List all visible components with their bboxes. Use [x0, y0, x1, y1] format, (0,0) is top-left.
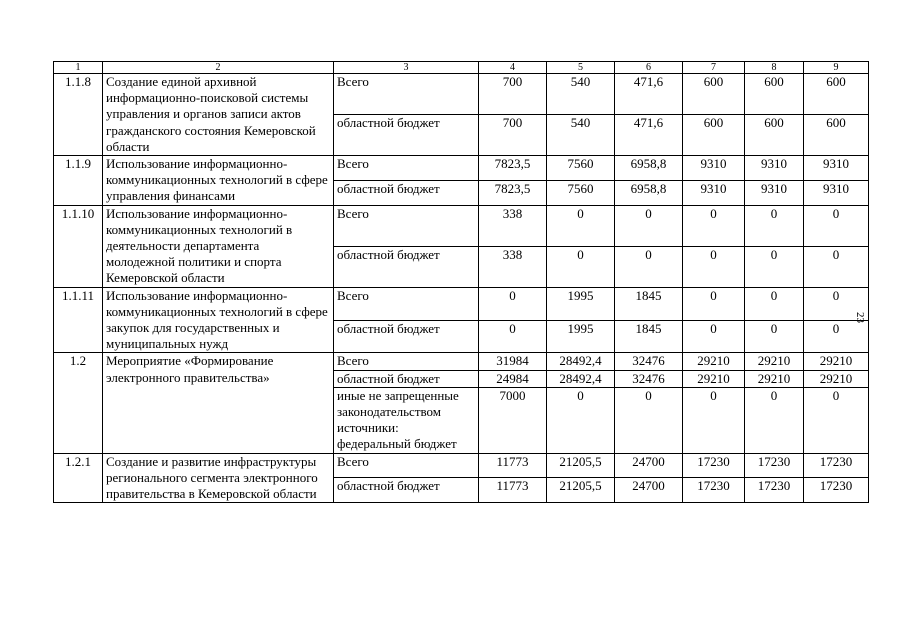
column-number-cell: 1: [54, 62, 103, 74]
amount-cell: 1995: [547, 320, 615, 353]
amount-cell: 11773: [479, 478, 547, 503]
amount-cell: 7823,5: [479, 180, 547, 205]
funding-source: Всего: [334, 287, 479, 320]
amount-cell: 540: [547, 115, 615, 156]
amount-cell: 471,6: [615, 74, 683, 115]
amount-cell: 7823,5: [479, 156, 547, 181]
amount-cell: 0: [804, 205, 869, 246]
item-number: 1.1.8: [54, 74, 103, 156]
amount-cell: 9310: [804, 156, 869, 181]
column-number-cell: 7: [683, 62, 745, 74]
amount-cell: 9310: [804, 180, 869, 205]
amount-cell: 600: [683, 115, 745, 156]
amount-cell: 24700: [615, 478, 683, 503]
amount-cell: 32476: [615, 370, 683, 387]
funding-source: Всего: [334, 453, 479, 478]
amount-cell: 0: [804, 287, 869, 320]
amount-cell: 11773: [479, 453, 547, 478]
funding-source: Всего: [334, 156, 479, 181]
amount-cell: 0: [804, 320, 869, 353]
amount-cell: 0: [683, 387, 745, 453]
amount-cell: 0: [683, 246, 745, 287]
funding-source: иные не запрещенные законодательством источники: федеральный бюджет: [334, 387, 479, 453]
amount-cell: 0: [479, 287, 547, 320]
amount-cell: 0: [745, 205, 804, 246]
amount-cell: 17230: [745, 478, 804, 503]
amount-cell: 29210: [745, 353, 804, 370]
amount-cell: 9310: [745, 156, 804, 181]
amount-cell: 0: [547, 246, 615, 287]
funding-source: областной бюджет: [334, 246, 479, 287]
amount-cell: 24700: [615, 453, 683, 478]
amount-cell: 0: [615, 246, 683, 287]
amount-cell: 0: [683, 205, 745, 246]
item-name: Использование информационно-коммуникационных технологий в сфере управления финансами: [103, 156, 334, 206]
funding-source: областной бюджет: [334, 320, 479, 353]
amount-cell: 17230: [745, 453, 804, 478]
funding-source: Всего: [334, 205, 479, 246]
page-number: 23: [854, 312, 866, 323]
funding-source: областной бюджет: [334, 370, 479, 387]
funding-source: областной бюджет: [334, 115, 479, 156]
amount-cell: 600: [683, 74, 745, 115]
amount-cell: 540: [547, 74, 615, 115]
amount-cell: 17230: [804, 453, 869, 478]
amount-cell: 1845: [615, 320, 683, 353]
item-name: Использование информационно-коммуникационных технологий в сфере закупок для государственных и муниципальных нужд: [103, 287, 334, 353]
column-number-cell: 2: [103, 62, 334, 74]
amount-cell: 700: [479, 115, 547, 156]
amount-cell: 0: [804, 246, 869, 287]
item-name: Создание и развитие инфраструктуры регионального сегмента электронного правительства в Кемеровской области: [103, 453, 334, 503]
amount-cell: 0: [615, 387, 683, 453]
column-number-cell: 5: [547, 62, 615, 74]
item-number: 1.1.9: [54, 156, 103, 206]
amount-cell: 17230: [683, 478, 745, 503]
amount-cell: 0: [547, 387, 615, 453]
item-number: 1.2.1: [54, 453, 103, 503]
amount-cell: 0: [547, 205, 615, 246]
amount-cell: 29210: [804, 353, 869, 370]
amount-cell: 0: [479, 320, 547, 353]
amount-cell: 28492,4: [547, 370, 615, 387]
item-name: Использование информационно-коммуникационных технологий в деятельности департамента молодежной политики и спорта Кемеровской области: [103, 205, 334, 287]
amount-cell: 6958,8: [615, 156, 683, 181]
table-row: [54, 353, 869, 370]
table-row: [54, 74, 869, 115]
amount-cell: 9310: [683, 156, 745, 181]
item-number: 1.1.11: [54, 287, 103, 353]
amount-cell: 21205,5: [547, 453, 615, 478]
amount-cell: 24984: [479, 370, 547, 387]
funding-source: Всего: [334, 74, 479, 115]
table-row: [54, 156, 869, 181]
amount-cell: 21205,5: [547, 478, 615, 503]
amount-cell: 7560: [547, 180, 615, 205]
amount-cell: 7560: [547, 156, 615, 181]
amount-cell: 0: [745, 320, 804, 353]
column-number-cell: 8: [745, 62, 804, 74]
funding-source: Всего: [334, 353, 479, 370]
amount-cell: 1845: [615, 287, 683, 320]
item-number: 1.1.10: [54, 205, 103, 287]
amount-cell: 0: [804, 387, 869, 453]
amount-cell: 29210: [683, 370, 745, 387]
item-name: Мероприятие «Формирование электронного правительства»: [103, 353, 334, 453]
table-row: [54, 453, 869, 478]
amount-cell: 17230: [804, 478, 869, 503]
column-number-row: [54, 62, 869, 74]
column-number-cell: 9: [804, 62, 869, 74]
amount-cell: 600: [745, 74, 804, 115]
amount-cell: 0: [745, 387, 804, 453]
amount-cell: 338: [479, 205, 547, 246]
amount-cell: 600: [745, 115, 804, 156]
amount-cell: 0: [683, 320, 745, 353]
column-number-cell: 4: [479, 62, 547, 74]
amount-cell: 9310: [745, 180, 804, 205]
funding-source: областной бюджет: [334, 180, 479, 205]
amount-cell: 600: [804, 115, 869, 156]
item-name: Создание единой архивной информационно-поисковой системы управления и органов записи актов гражданского состояния Кемеровской области: [103, 74, 334, 156]
amount-cell: 338: [479, 246, 547, 287]
table-body: [54, 62, 869, 503]
amount-cell: 0: [745, 287, 804, 320]
amount-cell: 29210: [804, 370, 869, 387]
item-number: 1.2: [54, 353, 103, 453]
table-row: [54, 205, 869, 246]
amount-cell: 29210: [745, 370, 804, 387]
funding-source: областной бюджет: [334, 478, 479, 503]
amount-cell: 1995: [547, 287, 615, 320]
amount-cell: 0: [683, 287, 745, 320]
table-row: [54, 287, 869, 320]
amount-cell: 471,6: [615, 115, 683, 156]
amount-cell: 28492,4: [547, 353, 615, 370]
column-number-cell: 3: [334, 62, 479, 74]
column-number-cell: 6: [615, 62, 683, 74]
amount-cell: 32476: [615, 353, 683, 370]
amount-cell: 6958,8: [615, 180, 683, 205]
amount-cell: 9310: [683, 180, 745, 205]
amount-cell: 17230: [683, 453, 745, 478]
amount-cell: 700: [479, 74, 547, 115]
amount-cell: 0: [745, 246, 804, 287]
budget-table: [53, 61, 869, 503]
amount-cell: 31984: [479, 353, 547, 370]
amount-cell: 600: [804, 74, 869, 115]
amount-cell: 29210: [683, 353, 745, 370]
amount-cell: 7000: [479, 387, 547, 453]
amount-cell: 0: [615, 205, 683, 246]
